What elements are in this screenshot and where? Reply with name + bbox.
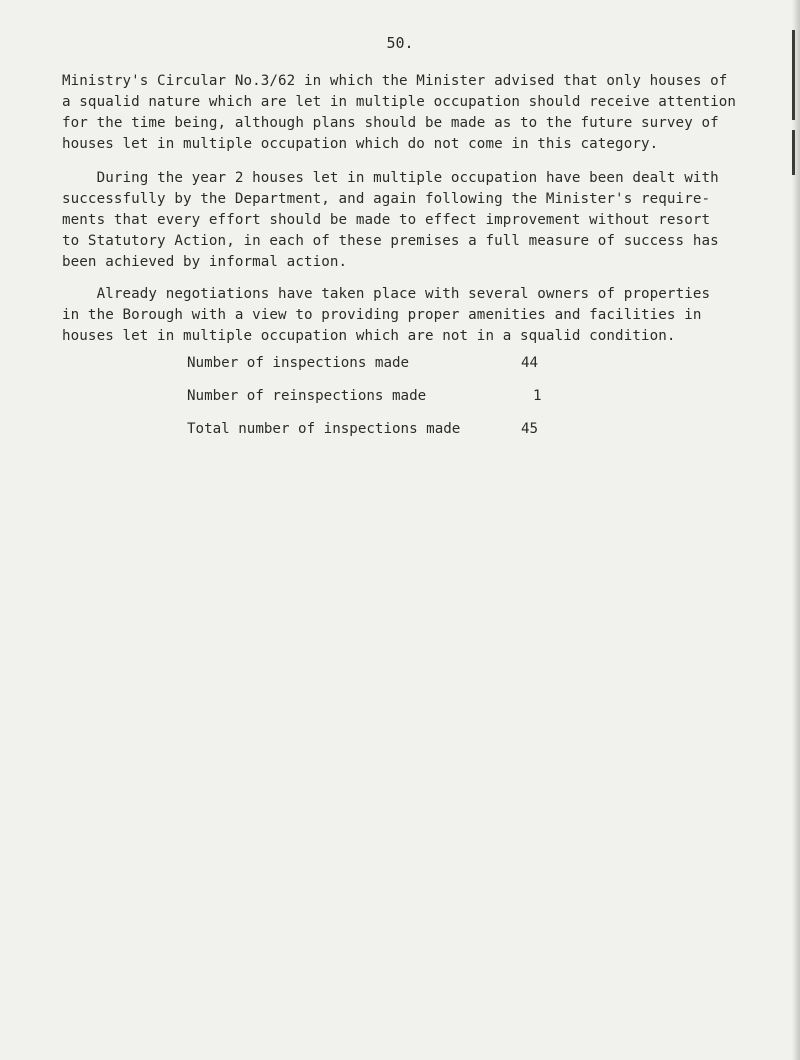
stat-row-inspections	[187, 355, 607, 388]
stat-label: Number of inspections made	[187, 355, 410, 371]
page-number: 50.	[386, 34, 414, 52]
stat-value: 45	[521, 421, 539, 437]
stat-value: 1	[533, 388, 542, 404]
stat-row-reinspections	[187, 388, 607, 421]
stat-label: Total number of inspections made	[187, 421, 461, 437]
paragraph-circular: Ministry's Circular No.3/62 in which the Minister advised that only houses of a squalid nature which are let in multiple occupation should receive attention for the time being, although plans should be made as to the future survey of houses let in multiple occupation which do not come in this category.	[62, 73, 737, 152]
paragraph-houses-dealt: During the year 2 houses let in multiple occupation have been dealt with successfully by the Department, and again following the Minister's require- ments that every effort should be made to effect improvement without resort to Statutory Action, in each of these premises a full measure of success has been achieved by informal action.	[62, 170, 719, 270]
page-edge-mark	[792, 30, 795, 120]
page-edge-mark	[792, 130, 795, 175]
inspection-stats-table	[187, 355, 607, 454]
stat-row-total	[187, 421, 607, 454]
paragraph-negotiations: Already negotiations have taken place with several owners of properties in the Borough with a view to providing proper amenities and facilities in houses let in multiple occupation which are not in a squalid condition.	[62, 286, 711, 344]
stat-value: 44	[521, 355, 539, 371]
stat-label: Number of reinspections made	[187, 388, 427, 404]
